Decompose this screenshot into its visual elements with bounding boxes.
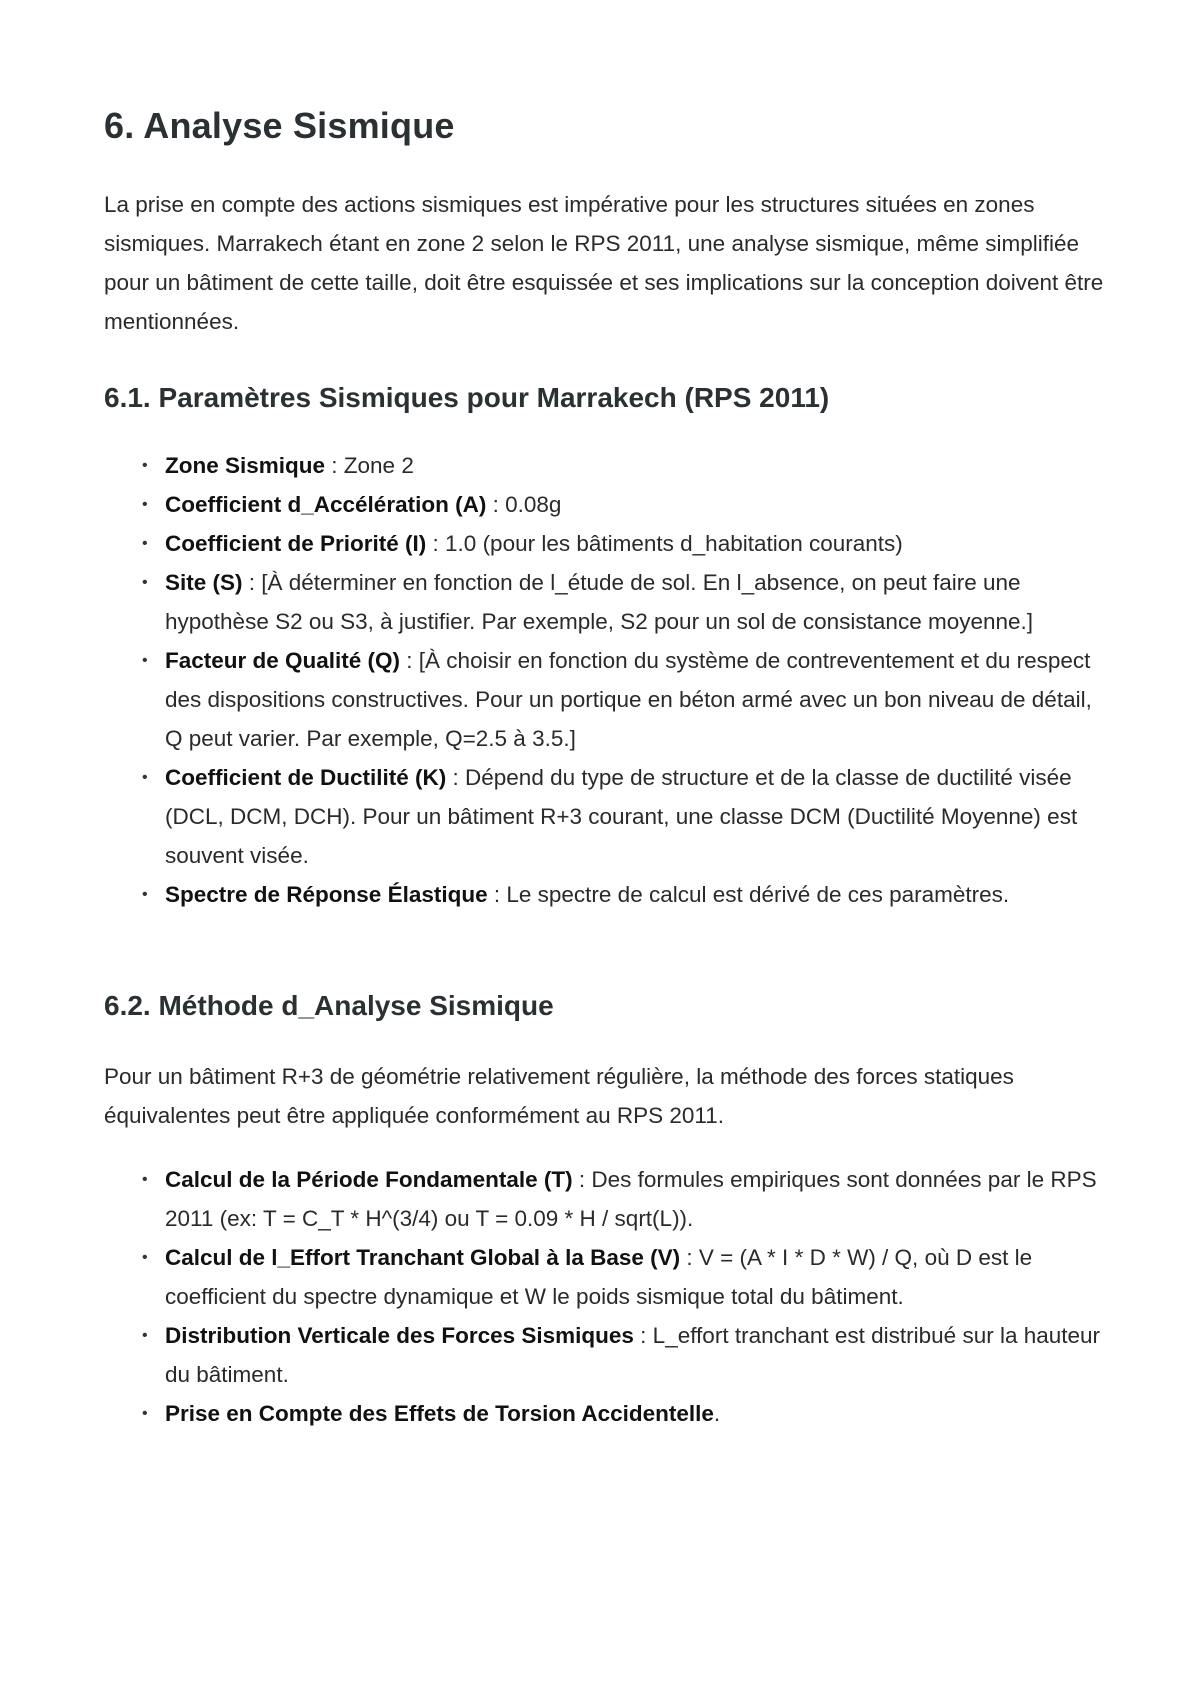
list-item [104,446,1104,485]
list-item-text: : L_effort tranchant est distribué sur la hauteur du bâtiment. [165,1323,1101,1387]
list-item [104,758,1104,875]
list-item [104,875,1104,914]
bullet-icon: • [142,574,148,591]
list-item-term: Coefficient de Priorité (I) [165,531,427,556]
list-item [104,485,1104,524]
bullet-icon: • [142,535,148,552]
bullet-icon: • [142,1249,148,1266]
bullet-icon: • [142,769,148,786]
bullet-icon: • [142,1171,148,1188]
list-item [104,641,1104,758]
bullet-icon: • [142,496,148,513]
list-item-term: Prise en Compte des Effets de Torsion Accidentelle [165,1401,714,1426]
list-item-term: Site (S) [165,570,243,595]
list-item [104,524,1104,563]
list-item-term: Distribution Verticale des Forces Sismiques [165,1323,634,1348]
list-item-term: Coefficient de Ductilité (K) [165,765,447,790]
list-item-text: : 1.0 (pour les bâtiments d_habitation courants) [426,531,903,556]
list-item [104,1394,1104,1433]
list-item-term: Calcul de l_Effort Tranchant Global à la Base (V) [165,1245,681,1270]
section-6-1-title: 6.1. Paramètres Sismiques pour Marrakech (RPS 2011) [104,382,830,413]
bullet-icon: • [142,1327,148,1344]
list-item [104,563,1104,641]
seismic-parameters-list [104,446,1104,914]
analysis-method-list [104,1160,1104,1433]
list-item-text: . [713,1401,721,1426]
list-item [104,1316,1104,1394]
list-item-text: : Zone 2 [325,453,414,478]
list-item-text: : Dépend du type de structure et de la classe de ductilité visée (DCL, DCM, DCH). Pour un bâtiment R+3 courant, une classe DCM (Ductilité Moyenne) est souvent visée. [165,765,1078,868]
list-item [104,1160,1104,1238]
list-item-term: Coefficient d_Accélération (A) [165,492,487,517]
list-item-text: : [À choisir en fonction du système de contreventement et du respect des dispositions constructives. Pour un portique en béton armé avec un bon niveau de détail, Q peut varier. Par exemple, Q=2.5 à 3.5.] [165,648,1092,751]
list-item-term: Zone Sismique [165,453,326,478]
list-item-text: : Des formules empiriques sont données par le RPS 2011 (ex: T = C_T * H^(3/4) ou T = 0.09 * H / sqrt(L)). [165,1167,1097,1231]
intro-paragraph: La prise en compte des actions sismiques est impérative pour les structures situées en zones sismiques. Marrakech étant en zone 2 selon le RPS 2011, une analyse sismique, même simplifiée pour un bâtiment de cette taille, doit être esquissée et ses implications sur la conception doivent être mentionnées. [104,192,1104,334]
list-item [104,1238,1104,1316]
section-6-2-paragraph: Pour un bâtiment R+3 de géométrie relativement régulière, la méthode des forces statiques équivalentes peut être appliquée conformément au RPS 2011. [104,1064,1014,1128]
list-item-term: Calcul de la Période Fondamentale (T) [165,1167,573,1192]
list-item-term: Spectre de Réponse Élastique [165,882,488,907]
list-item-text: : Le spectre de calcul est dérivé de ces paramètres. [487,882,1010,907]
section-6-2-title: 6.2. Méthode d_Analyse Sismique [104,990,554,1021]
list-item-text: : [À déterminer en fonction de l_étude de sol. En l_absence, on peut faire une hypothèse S2 ou S3, à justifier. Par exemple, S2 pour un sol de consistance moyenne.] [165,570,1034,634]
list-item-term: Facteur de Qualité (Q) [165,648,401,673]
bullet-icon: • [142,886,148,903]
bullet-icon: • [142,1405,148,1422]
bullet-icon: • [142,457,148,474]
bullet-icon: • [142,652,148,669]
list-item-text: : V = (A * I * D * W) / Q, où D est le coefficient du spectre dynamique et W le poids sismique total du bâtiment. [165,1245,1033,1309]
list-item-text: : 0.08g [486,492,562,517]
page-title: 6. Analyse Sismique [104,105,455,146]
